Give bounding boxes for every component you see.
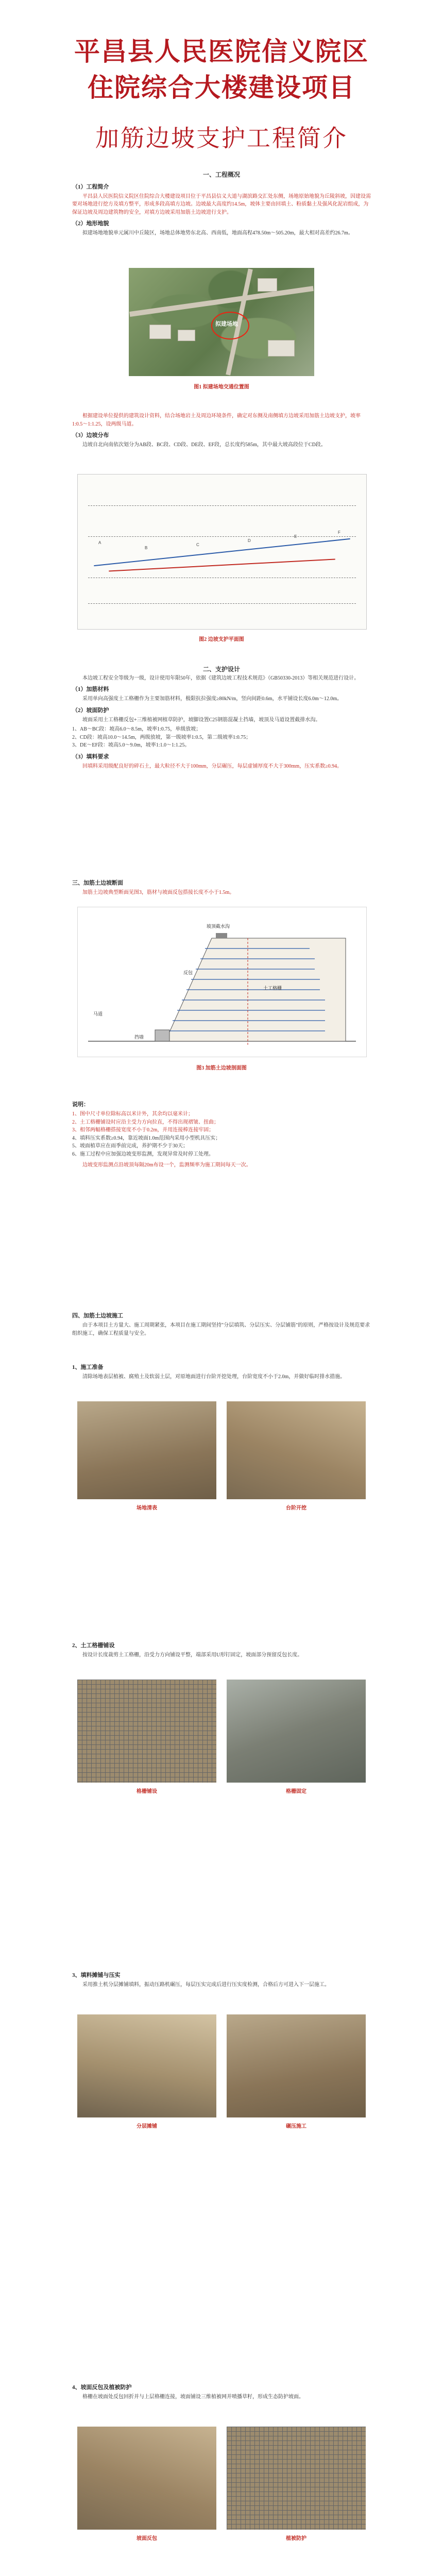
step-2-text: 按设计长度裁剪土工格栅，沿受力方向铺设平整，端部采用U形钉固定，坡面部分预留反包长度。	[82, 1652, 303, 1658]
figure3-text: 加筋土边坡典型断面见图3，筋材与坡面反包搭接长度不小于1.5m。	[82, 890, 235, 896]
design-text4: 回填料采用级配良好的碎石土，最大粒径不大于100mm，分层碾压，每层虚铺厚度不大于300mm，压实系数≥0.94。	[82, 763, 343, 769]
design-heading: 二、支护设计	[202, 666, 240, 673]
note-item-2: 2、土工格栅铺设时应沿主受力方向拉直，不得出现褶皱、扭曲；	[72, 1119, 219, 1125]
scheme-text3: 边坡自北向南依次划分为AB段、BC段、CD段、DE段、EF段，总长度约585m，其中最大坡高段位于CD段。	[82, 442, 326, 448]
plan-label-e: E	[294, 534, 297, 539]
step-3-photo-b	[227, 2014, 366, 2117]
overview-heading: 一、工程概况	[202, 171, 240, 178]
step-2	[72, 1638, 371, 1661]
step-4-photo-b	[227, 2427, 366, 2530]
overview-text1: 平昌县人民医院信义院区住院综合大楼建设项目位于平昌县信义大道与湖滨路交汇处东侧，场地原始地貌为丘陵斜坡，因建设需要对场地进行挖方及填方整平，形成多段高填方边坡。边坡最大高度约14.5m，坡体主要由回填土、粉质黏土及强风化泥岩组成，为保证边坡及周边建筑物的安全，对填方边坡采用加筋土边坡进行支护。	[72, 193, 371, 215]
label-wrap: 反包	[183, 970, 193, 975]
notes-section	[72, 1097, 371, 1171]
plan-label-a: A	[98, 540, 101, 545]
plan-label-d: D	[248, 538, 251, 543]
figure1-caption: 图1 拟建场地交通位置图	[194, 384, 249, 390]
construction-section	[72, 1309, 371, 1339]
figure3-section	[72, 876, 371, 899]
design-item-3: 3、DE～EF段：坡高5.0～9.0m，坡率1:1.0～1:1.25。	[72, 742, 190, 749]
step-4-text: 格栅在坡面处反包回折并与上层格栅连接，坡面铺设三维植被网并喷播草籽，形成生态防护坡面。	[82, 2394, 304, 2400]
step-3-title: 3、填料摊铺与压实	[72, 1972, 121, 1978]
design-text1: 本边坡工程安全等级为一级，设计使用年限50年，依据《建筑边坡工程技术规范》（GB50330-2013）等相关规范进行设计。	[82, 675, 360, 681]
design-item-2: 2、CD段：坡高10.0～14.5m，两级放坡，第一级坡率1:0.5，第二级坡率1:0.75；	[72, 734, 251, 740]
note-item-6: 6、施工过程中应加强边坡变形监测，发现异常及时停工处理。	[72, 1151, 214, 1157]
plan-label-b: B	[145, 546, 148, 550]
construction-heading: 四、加筋土边坡施工	[72, 1313, 123, 1319]
note-item-5: 5、坡面植草应在雨季前完成，养护期不少于30天；	[72, 1143, 188, 1149]
design-section	[72, 665, 371, 772]
step-1-caption-a: 场地清表	[137, 1505, 157, 1511]
scheme-section	[72, 412, 371, 451]
label-crest-ditch: 坡顶截水沟	[207, 924, 230, 929]
figure3-heading: 三、加筋土边坡断面	[72, 880, 123, 886]
notes-extra: 边坡变形监测点沿坡顶每隔20m布设一个，监测频率为施工期间每天一次。	[82, 1162, 251, 1168]
step-3	[72, 1968, 371, 1991]
step-4-caption-b: 植被防护	[286, 2536, 306, 2541]
step-1	[72, 1360, 371, 1383]
overview-text2: 拟建场地地貌单元属川中丘陵区，场地总体地势东北高、西南低，地面高程478.50m～505.20m，最大相对高差约26.7m。	[82, 230, 353, 236]
label-berm: 马道	[93, 1011, 103, 1016]
overview-sub2: （2）地形地貌	[72, 221, 109, 227]
scheme-intro: 根据建设单位提供的建筑设计资料，结合场地岩土及周边环境条件，确定对东侧及南侧填方边坡采用加筋土边坡支护，坡率1:0.5～1:1.25，设两级马道。	[72, 413, 361, 427]
notes-heading: 说明：	[72, 1101, 89, 1108]
step-1-photo-a	[77, 1401, 216, 1499]
step-3-photo-a	[77, 2014, 216, 2117]
overview-sub1: （1）工程简介	[72, 183, 109, 190]
toe-wall	[155, 1030, 169, 1041]
step-2-title: 2、土工格栅铺设	[72, 1642, 115, 1649]
plan-label-f: F	[338, 530, 340, 535]
step-4	[72, 2380, 371, 2403]
note-item-3: 3、相邻两幅格栅搭接宽度不小于0.2m，并用连接棒连接牢固；	[72, 1127, 214, 1133]
design-text2: 采用单向高强度土工格栅作为主要加筋材料，极限抗拉强度≥80kN/m，竖向间距0.6m，水平铺设长度6.0m～12.0m。	[82, 696, 343, 702]
step-2-caption-a: 格栅铺设	[137, 1789, 157, 1794]
design-sub2: （2）坡面防护	[72, 707, 109, 714]
title-line-2: 住院综合大楼建设项目	[88, 73, 355, 102]
step-2-photo-a	[77, 1680, 216, 1783]
step-1-title: 1、施工准备	[72, 1364, 104, 1370]
section-svg	[78, 907, 366, 1057]
design-sub1: （1）加筋材料	[72, 686, 109, 693]
site-photo-label: 拟建场地	[215, 321, 238, 327]
design-text3: 坡面采用土工格栅反包+三维植被网植草防护，坡脚设置C25钢筋混凝土挡墙，坡顶及马道设置截排水沟。	[82, 717, 321, 723]
scheme-sub3: （3）边坡分布	[72, 432, 109, 438]
slope-plan-drawing	[77, 474, 367, 630]
aerial-site-photo	[129, 268, 314, 376]
label-wall: 挡墙	[134, 1035, 144, 1040]
step-4-title: 4、坡面反包及植被防护	[72, 2384, 132, 2391]
step-3-text: 采用推土机分层摊铺填料，振动压路机碾压，每层压实完成后进行压实度检测，合格后方可进入下一层施工。	[82, 1982, 330, 1988]
overview-section	[72, 170, 371, 239]
figure3-caption: 图3 加筋土边坡剖面图	[196, 1065, 247, 1071]
note-item-1: 1、图中尺寸单位除标高以米计外，其余均以毫米计；	[72, 1111, 193, 1117]
design-item-1: 1、AB～BC段：坡高6.0～8.5m，坡率1:0.75，单级放坡；	[72, 726, 201, 733]
step-1-text: 清除场地表层植被、腐殖土及软弱土层，对原地面进行台阶开挖处理，台阶宽度不小于2.0m，并做好临时排水措施。	[82, 1374, 346, 1380]
crest-ditch	[216, 933, 227, 938]
step-4-caption-a: 坡面反包	[137, 2536, 157, 2541]
label-geogrid: 土工格栅	[263, 986, 282, 991]
note-item-4: 4、填料压实系数≥0.94，靠近坡面1.0m范围内采用小型机具压实；	[72, 1135, 221, 1141]
title-line-1: 平昌县人民医院信义院区	[74, 37, 369, 66]
step-2-caption-b: 格栅固定	[286, 1789, 306, 1794]
figure2-caption: 图2 边坡支护平面图	[199, 637, 244, 642]
step-4-photo-a	[77, 2427, 216, 2530]
step-2-photo-b	[227, 1680, 366, 1783]
step-1-photo-b	[227, 1401, 366, 1499]
step-3-caption-a: 分层摊铺	[137, 2124, 157, 2129]
design-sub3: （3）填料要求	[72, 753, 109, 760]
construction-intro: 由于本项目土方量大、施工周期紧张，本项目在施工期间坚持"分层填筑、分层压实、分层铺筋"的原则，严格按设计及规范要求组织施工，确保工程质量与安全。	[72, 1323, 370, 1336]
step-1-caption-b: 台阶开挖	[286, 1505, 306, 1511]
document-subtitle: 加筋边坡支护工程简介	[95, 125, 348, 151]
slope-section-drawing	[77, 907, 367, 1057]
step-3-caption-b: 碾压施工	[286, 2124, 306, 2129]
plan-label-c: C	[196, 543, 199, 547]
